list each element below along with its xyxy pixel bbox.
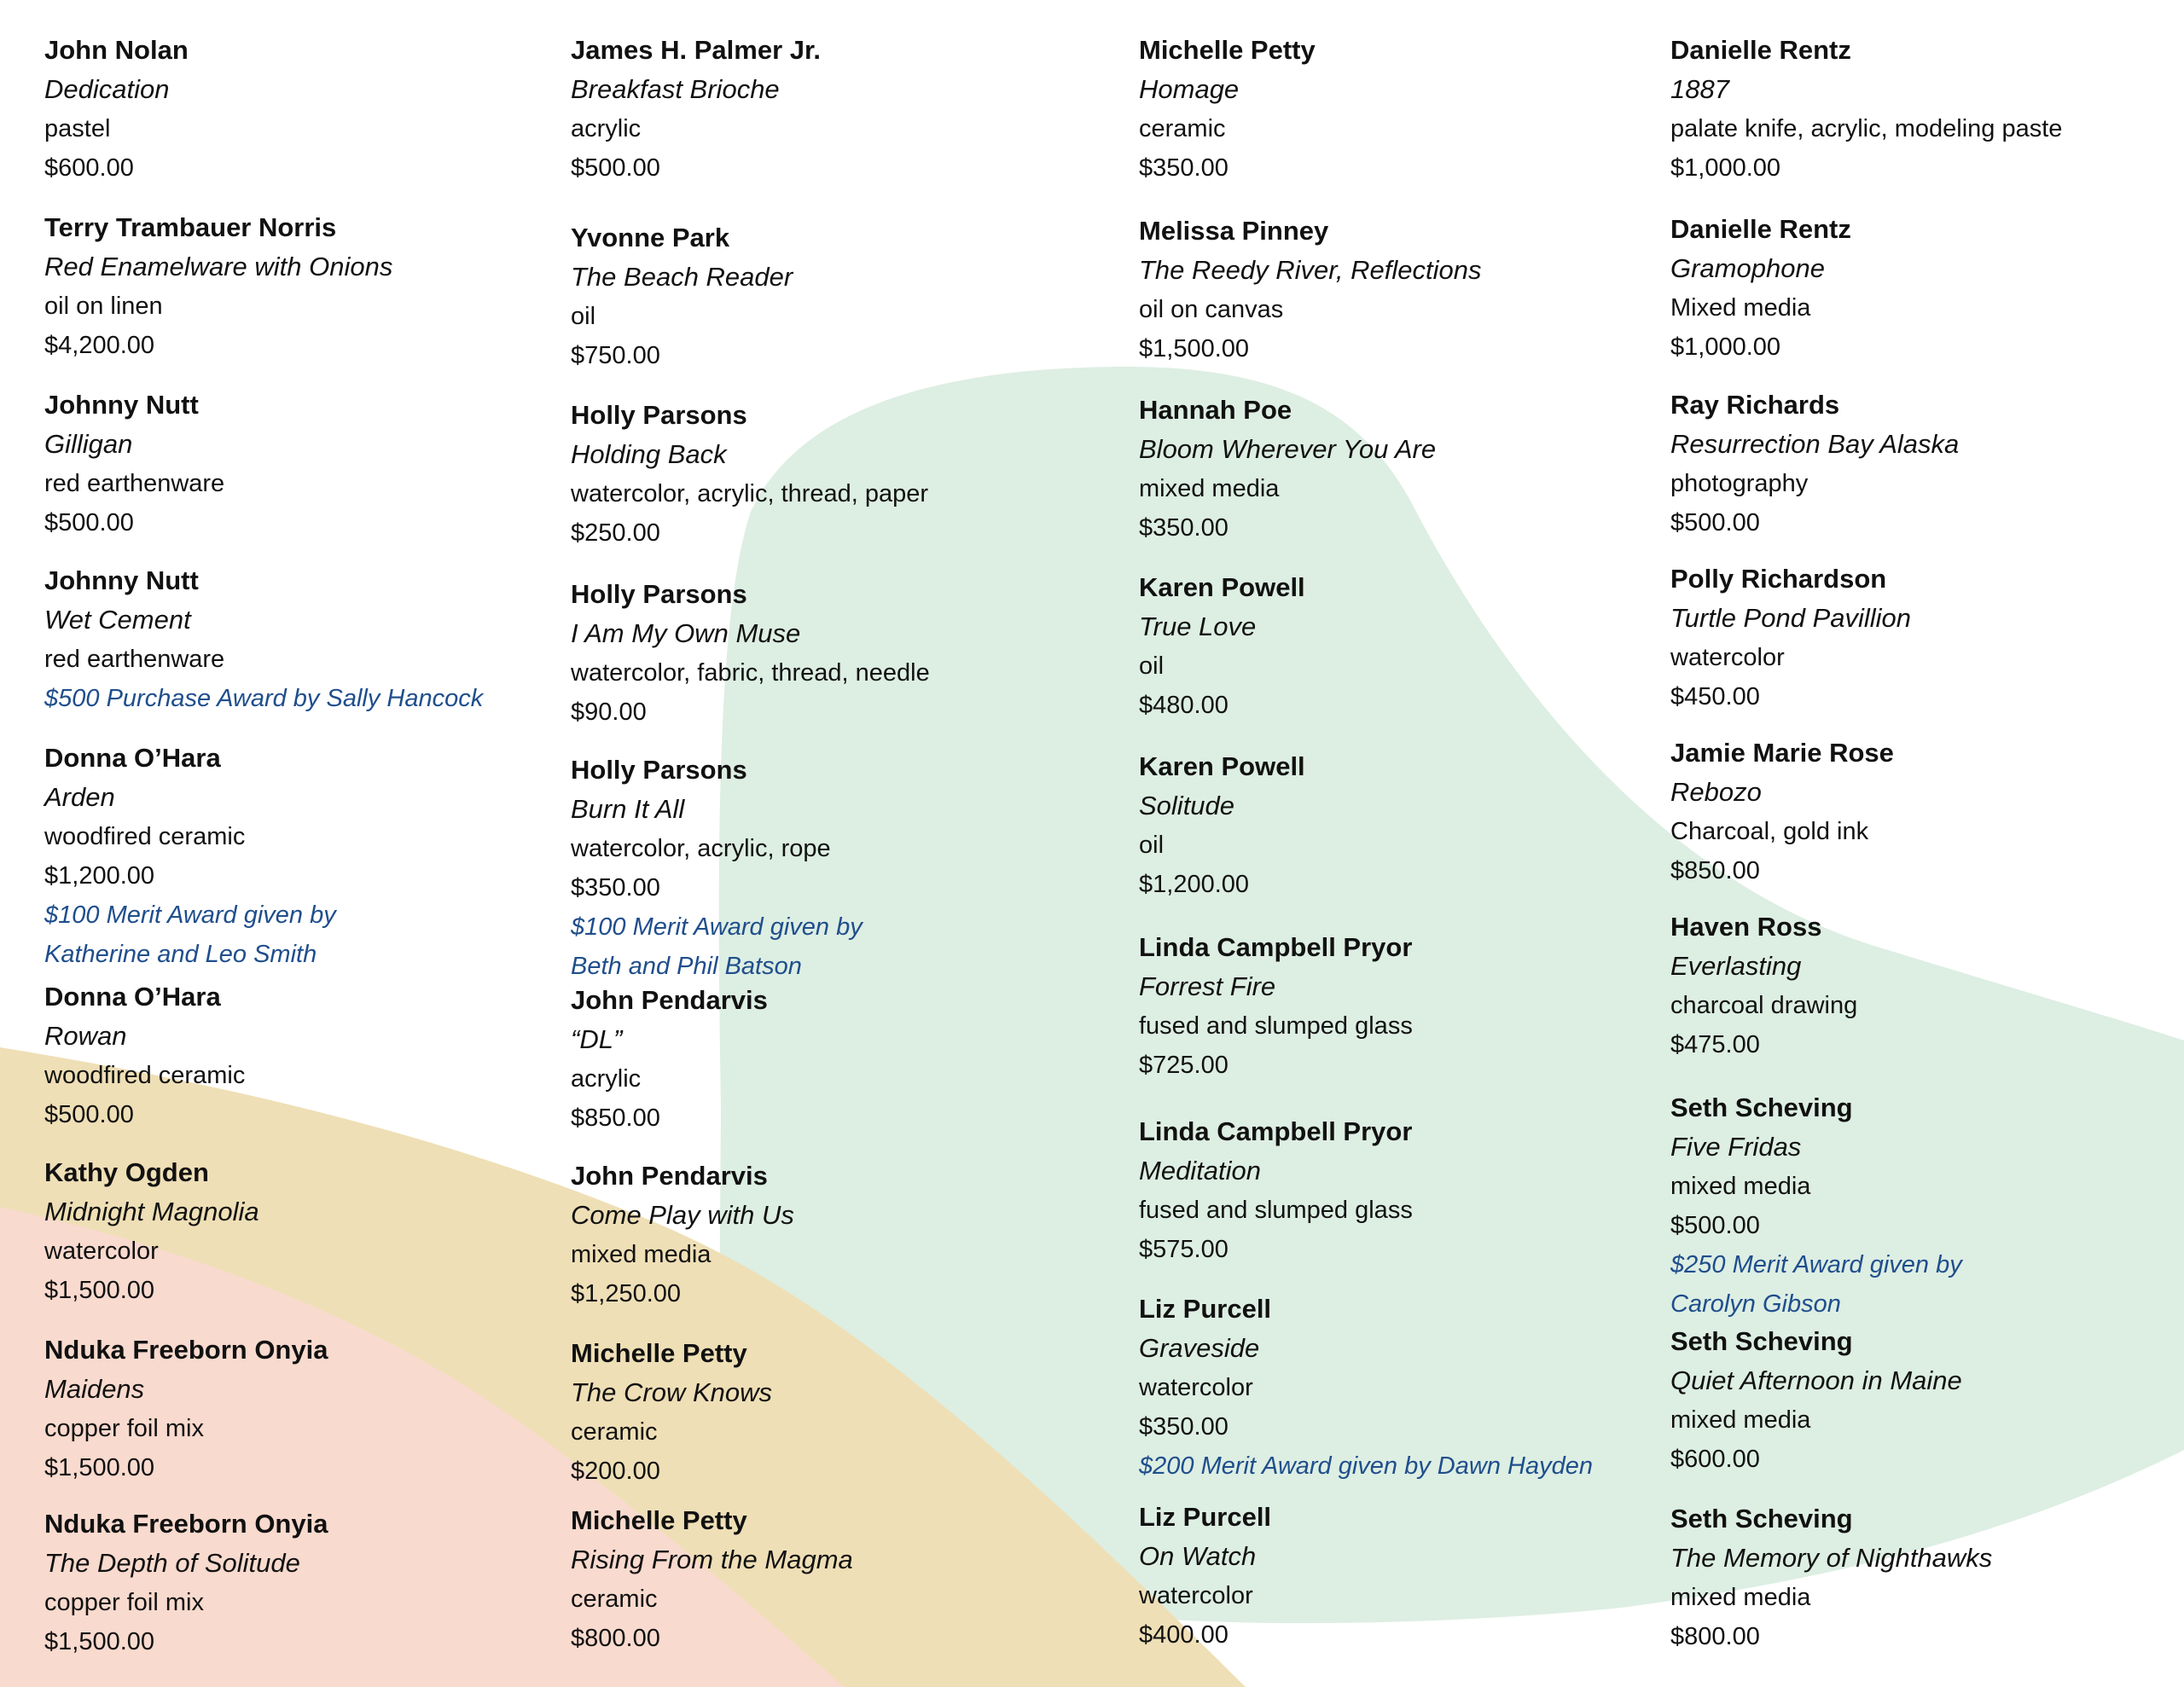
artwork-price: $250.00: [571, 519, 660, 547]
award-note: $100 Merit Award given by: [44, 901, 336, 929]
artist-name: Kathy Ogden: [44, 1157, 209, 1187]
artist-name: John Pendarvis: [571, 1161, 768, 1191]
artwork-entry: [1670, 210, 1851, 367]
artwork-entry: [1139, 31, 1316, 188]
artist-name: Seth Scheving: [1670, 1093, 1853, 1122]
artist-name: Nduka Freeborn Onyia: [44, 1509, 328, 1539]
artwork-title: Rebozo: [1670, 777, 1762, 807]
artwork-entry: [1670, 1088, 1962, 1324]
artwork-medium: watercolor: [1139, 1374, 1253, 1401]
artwork-entry: [571, 396, 928, 553]
artwork-entry: [1670, 1322, 1962, 1479]
artwork-title: The Beach Reader: [571, 262, 793, 292]
artwork-price: $1,000.00: [1670, 333, 1781, 361]
artwork-title: Graveside: [1139, 1333, 1260, 1363]
artwork-medium: Mixed media: [1670, 294, 1811, 322]
artwork-entry: [44, 208, 392, 365]
award-note: $100 Merit Award given by: [571, 913, 863, 941]
artist-name: John Nolan: [44, 35, 189, 65]
award-note: $500 Purchase Award by Sally Hancock: [44, 685, 484, 712]
artwork-entry: [1670, 559, 1911, 716]
artwork-entry: [571, 31, 821, 188]
artwork-medium: red earthenware: [44, 470, 225, 497]
artwork-price: $600.00: [44, 154, 134, 182]
artwork-title: Wet Cement: [44, 605, 191, 635]
artist-name: Danielle Rentz: [1670, 35, 1851, 65]
artwork-medium: oil: [1139, 652, 1165, 680]
artist-name: Ray Richards: [1670, 390, 1840, 420]
artwork-entry: [1139, 1498, 1271, 1655]
artwork-medium: woodfired ceramic: [44, 823, 246, 850]
artwork-entry: [571, 981, 768, 1138]
artwork-price: $475.00: [1670, 1031, 1760, 1058]
artist-name: Donna O’Hara: [44, 743, 221, 773]
artwork-title: Midnight Magnolia: [44, 1197, 259, 1226]
artwork-price: $1,200.00: [44, 862, 155, 890]
artist-name: Michelle Petty: [1139, 35, 1316, 65]
artwork-entry: [1670, 31, 2062, 188]
artist-name: Seth Scheving: [1670, 1326, 1853, 1356]
artwork-title: Holding Back: [571, 439, 727, 469]
artwork-entry: [44, 1504, 328, 1661]
artwork-medium: oil: [1139, 832, 1165, 859]
artwork-price: $480.00: [1139, 692, 1228, 719]
artist-name: Seth Scheving: [1670, 1504, 1853, 1533]
artwork-price: $1,000.00: [1670, 154, 1781, 182]
artist-name: Michelle Petty: [571, 1338, 747, 1368]
award-note: $250 Merit Award given by: [1670, 1251, 1962, 1278]
artwork-price: $500.00: [571, 154, 660, 182]
award-note: $200 Merit Award given by Dawn Hayden: [1139, 1452, 1593, 1480]
artwork-price: $500.00: [44, 509, 134, 536]
artist-name: Linda Campbell Pryor: [1139, 932, 1413, 962]
artwork-medium: fused and slumped glass: [1139, 1012, 1413, 1040]
artist-name: Terry Trambauer Norris: [44, 212, 337, 242]
artwork-medium: watercolor: [1670, 644, 1785, 671]
artwork-medium: charcoal drawing: [1670, 992, 1858, 1019]
artwork-medium: ceramic: [571, 1418, 658, 1446]
artwork-entry: [571, 1334, 772, 1491]
artwork-entry: [1139, 1112, 1413, 1269]
artwork-medium: watercolor, acrylic, thread, paper: [571, 480, 929, 507]
artwork-medium: oil on canvas: [1139, 296, 1284, 323]
artwork-title: Bloom Wherever You Are: [1139, 434, 1437, 464]
artwork-medium: mixed media: [571, 1241, 712, 1268]
artwork-medium: woodfired ceramic: [44, 1062, 246, 1089]
award-note: Carolyn Gibson: [1670, 1290, 1841, 1318]
artwork-title: Come Play with Us: [571, 1200, 794, 1230]
artwork-medium: oil: [571, 303, 596, 330]
artist-name: Johnny Nutt: [44, 390, 199, 420]
artwork-title: Solitude: [1139, 791, 1235, 820]
artwork-title: “DL”: [571, 1024, 623, 1054]
artwork-entry: [1670, 1499, 1992, 1656]
artist-name: Hannah Poe: [1139, 395, 1292, 425]
artist-name: Jamie Marie Rose: [1670, 738, 1894, 768]
artwork-entry: [1139, 212, 1481, 368]
artwork-medium: watercolor, acrylic, rope: [571, 835, 831, 862]
artwork-entry: [44, 977, 245, 1134]
artwork-title: Homage: [1139, 74, 1240, 104]
artist-name: Johnny Nutt: [44, 565, 199, 595]
artist-name: Liz Purcell: [1139, 1502, 1272, 1532]
artwork-entry: [1670, 907, 1857, 1064]
artwork-entry: [1139, 747, 1305, 904]
artwork-title: Forrest Fire: [1139, 971, 1276, 1001]
artwork-entry: [1670, 733, 1894, 890]
artwork-title: Breakfast Brioche: [571, 74, 780, 104]
artist-name: Karen Powell: [1139, 572, 1305, 602]
artwork-medium: mixed media: [1139, 475, 1280, 502]
artwork-entry: [1139, 1290, 1593, 1486]
artwork-title: Five Fridas: [1670, 1132, 1802, 1162]
artwork-entry: [1139, 568, 1305, 725]
artwork-title: Everlasting: [1670, 951, 1802, 981]
artwork-medium: watercolor: [1139, 1582, 1253, 1609]
artwork-price: $1,500.00: [44, 1277, 155, 1304]
artwork-price: $350.00: [1139, 1413, 1228, 1441]
artwork-title: Arden: [44, 782, 115, 812]
artwork-title: Maidens: [44, 1374, 145, 1404]
artwork-medium: mixed media: [1670, 1406, 1811, 1434]
artwork-title: 1887: [1670, 74, 1729, 104]
artwork-medium: copper foil mix: [44, 1589, 204, 1616]
artwork-entry: [571, 751, 863, 986]
artwork-price: $800.00: [571, 1625, 660, 1652]
artwork-medium: ceramic: [1139, 115, 1226, 142]
artwork-medium: acrylic: [571, 1065, 642, 1093]
artwork-price: $4,200.00: [44, 332, 155, 359]
artist-name: Holly Parsons: [571, 400, 747, 430]
artwork-entry: [44, 1153, 259, 1310]
artist-name: Karen Powell: [1139, 751, 1305, 781]
artwork-price: $90.00: [571, 699, 647, 726]
artwork-price: $800.00: [1670, 1623, 1760, 1650]
artwork-title: Rowan: [44, 1021, 127, 1051]
artwork-price: $1,500.00: [44, 1454, 155, 1481]
artwork-title: Burn It All: [571, 794, 685, 824]
artwork-title: Dedication: [44, 74, 170, 104]
artwork-medium: oil on linen: [44, 293, 163, 320]
artwork-title: The Crow Knows: [571, 1377, 773, 1407]
artwork-price: $1,500.00: [44, 1628, 155, 1655]
artwork-title: Gilligan: [44, 429, 133, 459]
artwork-entry: [571, 1501, 853, 1658]
artwork-price: $350.00: [571, 874, 660, 901]
artwork-title: Rising From the Magma: [571, 1545, 853, 1574]
artist-name: Holly Parsons: [571, 579, 747, 609]
artwork-medium: red earthenware: [44, 646, 225, 673]
artist-name: Polly Richardson: [1670, 564, 1887, 594]
artwork-medium: mixed media: [1670, 1584, 1811, 1611]
artist-name: John Pendarvis: [571, 985, 768, 1015]
artwork-title: Resurrection Bay Alaska: [1670, 429, 1960, 459]
artist-name: Liz Purcell: [1139, 1294, 1272, 1324]
artist-name: Holly Parsons: [571, 755, 747, 785]
artwork-entry: [571, 218, 793, 375]
artwork-entry: [571, 1157, 794, 1313]
artwork-title: The Reedy River, Reflections: [1139, 255, 1482, 285]
artwork-price: $1,250.00: [571, 1280, 682, 1307]
artwork-entry: [571, 575, 930, 732]
artwork-entry: [1670, 386, 1959, 542]
artist-name: Michelle Petty: [571, 1505, 747, 1535]
artwork-price: $350.00: [1139, 154, 1228, 182]
artist-name: Linda Campbell Pryor: [1139, 1116, 1413, 1146]
artwork-medium: copper foil mix: [44, 1415, 204, 1442]
artwork-price: $1,200.00: [1139, 871, 1250, 898]
artwork-title: On Watch: [1139, 1541, 1257, 1571]
artwork-price: $450.00: [1670, 683, 1760, 710]
artwork-entry: [44, 1330, 328, 1487]
artwork-price: $350.00: [1139, 514, 1228, 542]
artist-name: James H. Palmer Jr.: [571, 35, 821, 65]
artist-name: Danielle Rentz: [1670, 214, 1851, 244]
artwork-price: $400.00: [1139, 1621, 1228, 1649]
artwork-price: $600.00: [1670, 1446, 1760, 1473]
artwork-medium: pastel: [44, 115, 111, 142]
artwork-medium: palate knife, acrylic, modeling paste: [1670, 115, 2063, 142]
artwork-price: $1,500.00: [1139, 335, 1250, 362]
artwork-price: $850.00: [571, 1104, 660, 1132]
artwork-price: $500.00: [1670, 509, 1760, 536]
artwork-title: The Depth of Solitude: [44, 1548, 300, 1578]
artwork-price: $500.00: [44, 1101, 134, 1128]
artwork-medium: acrylic: [571, 115, 642, 142]
artwork-title: True Love: [1139, 612, 1257, 641]
artist-name: Nduka Freeborn Onyia: [44, 1335, 328, 1365]
artwork-title: Meditation: [1139, 1156, 1262, 1186]
artwork-medium: Charcoal, gold ink: [1670, 818, 1869, 845]
artwork-medium: watercolor, fabric, thread, needle: [571, 659, 930, 687]
artwork-price: $725.00: [1139, 1052, 1228, 1079]
artwork-title: Turtle Pond Pavillion: [1670, 603, 1912, 633]
artist-name: Donna O’Hara: [44, 982, 221, 1012]
artwork-price: $500.00: [1670, 1212, 1760, 1239]
artwork-medium: ceramic: [571, 1586, 658, 1613]
artwork-medium: mixed media: [1670, 1173, 1811, 1200]
artwork-medium: fused and slumped glass: [1139, 1197, 1413, 1224]
artwork-entry: [44, 739, 336, 974]
artwork-price: $850.00: [1670, 857, 1760, 884]
artwork-medium: photography: [1670, 470, 1809, 497]
artwork-title: Gramophone: [1670, 253, 1825, 283]
artist-name: Haven Ross: [1670, 912, 1822, 942]
award-note: Beth and Phil Batson: [571, 953, 802, 980]
artwork-title: Red Enamelware with Onions: [44, 252, 393, 281]
artwork-title: I Am My Own Muse: [571, 618, 801, 648]
artist-name: Yvonne Park: [571, 223, 730, 252]
artwork-medium: watercolor: [44, 1238, 159, 1265]
artwork-price: $750.00: [571, 342, 660, 369]
artwork-entry: [44, 561, 483, 718]
artwork-price: $200.00: [571, 1458, 660, 1485]
artwork-entry: [44, 31, 189, 188]
award-note: Katherine and Leo Smith: [44, 941, 317, 968]
artwork-entry: [1139, 391, 1436, 548]
artwork-title: Quiet Afternoon in Maine: [1670, 1365, 1962, 1395]
artwork-price: $575.00: [1139, 1236, 1228, 1263]
artist-name: Melissa Pinney: [1139, 216, 1329, 246]
artwork-entry: [1139, 928, 1413, 1085]
artwork-entry: [44, 386, 224, 542]
artwork-title: The Memory of Nighthawks: [1670, 1543, 1993, 1573]
